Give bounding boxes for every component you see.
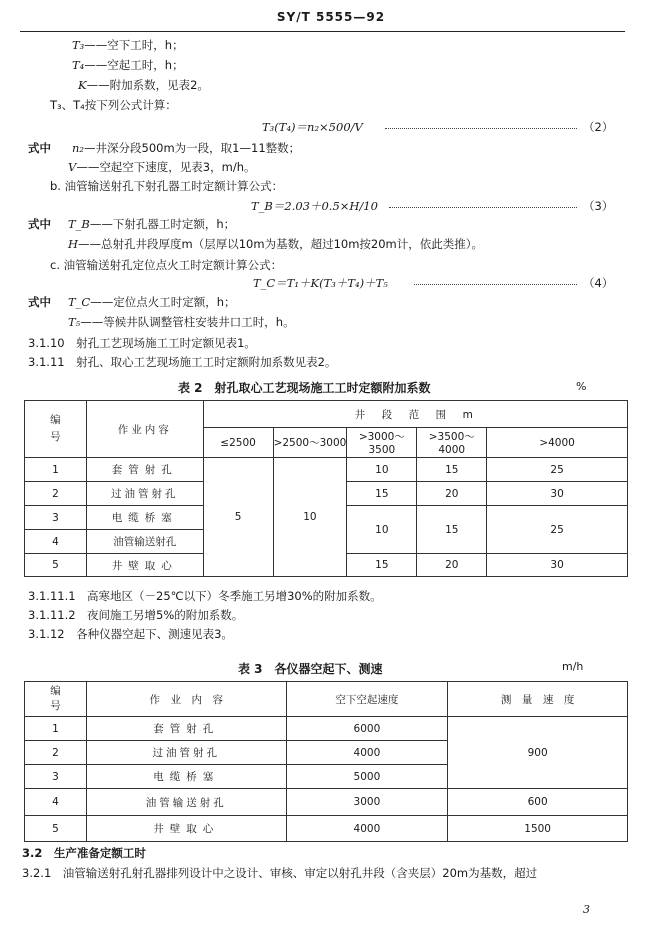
cell: 30 xyxy=(487,482,628,506)
equation-2: T₃(T₄)＝n₂×500/V xyxy=(262,120,363,134)
equation-3-number: （3） xyxy=(583,199,614,213)
def-tb: T_B——下射孔器工时定额，h； xyxy=(68,217,236,231)
table2-caption: 表 2 射孔取心工艺现场施工工时定额附加系数 xyxy=(178,381,431,395)
cell-no: 4 xyxy=(25,530,87,554)
calc-intro: T₃、T₄按下列公式计算： xyxy=(50,98,177,112)
header-speed: 空下空起速度 xyxy=(286,682,448,717)
cell-no: 3 xyxy=(25,765,87,789)
cell: 10 xyxy=(347,458,417,482)
cell-no: 4 xyxy=(25,789,87,816)
cell-le2500: 5 xyxy=(203,458,273,577)
def-v: V——空起空下速度，见表3，m/h。 xyxy=(68,160,256,174)
cell: 30 xyxy=(487,554,628,577)
clause-3-1-11-2: 3.1.11.2 夜间施工另增5%的附加系数。 xyxy=(28,608,244,622)
table-row xyxy=(25,717,628,741)
range-1: >2500～3000 xyxy=(273,428,347,458)
def-t4: T₄——空起工时，h； xyxy=(72,58,184,72)
cell-measure: 600 xyxy=(448,789,628,816)
cell: 25 xyxy=(487,506,628,554)
cell-work: 过油管射孔 xyxy=(86,741,286,765)
cell: 20 xyxy=(417,482,487,506)
clause-3-1-10: 3.1.10 射孔工艺现场施工工时定额见表1。 xyxy=(28,336,256,350)
doc-header: SY/T 5555—92 xyxy=(276,10,386,24)
table3-caption: 表 3 各仪器空起下、测速 xyxy=(238,662,383,676)
range-4: >4000 xyxy=(487,428,628,458)
page-number: 3 xyxy=(583,903,590,916)
table-3 xyxy=(24,681,628,842)
header-work: 作业内容 xyxy=(86,401,203,458)
range-2: >3000～3500 xyxy=(347,428,417,458)
cell-work: 电缆桥塞 xyxy=(86,506,203,530)
header-rule xyxy=(20,31,625,32)
table2-unit: % xyxy=(576,380,587,393)
leader-dots xyxy=(385,128,577,129)
def-k: K——附加系数，见表2。 xyxy=(78,78,209,92)
cell: 15 xyxy=(347,482,417,506)
table-row xyxy=(25,458,628,482)
cell-work: 过油管射孔 xyxy=(86,482,203,506)
cell-measure: 1500 xyxy=(448,816,628,842)
leader-dots xyxy=(389,207,577,208)
cell-work: 油管输送射孔 xyxy=(86,789,286,816)
cell: 15 xyxy=(347,554,417,577)
cell-no: 3 xyxy=(25,506,87,530)
header-no: 编号 xyxy=(25,401,87,458)
def-h: H——总射孔井段厚度m（层厚以10m为基数，超过10m按20m计，依此类推）。 xyxy=(68,237,483,251)
cell-no: 5 xyxy=(25,554,87,577)
cell-work: 井壁取心 xyxy=(86,554,203,577)
def-n2: n₂—井深分段500m为一段，取1—11整数； xyxy=(72,141,301,155)
equation-4: T_C＝T₁＋K(T₃＋T₄)＋T₅ xyxy=(253,276,388,290)
def-t5: T₅——等候井队调整管柱安装井口工时，h。 xyxy=(68,315,295,329)
cell-speed: 4000 xyxy=(286,816,448,842)
item-b: b. 油管输送射孔下射孔器工时定额计算公式： xyxy=(50,179,284,193)
leader-dots xyxy=(414,284,577,285)
clause-3-1-12: 3.1.12 各种仪器空起下、测速见表3。 xyxy=(28,627,233,641)
equation-3: T_B＝2.03＋0.5×H/10 xyxy=(251,199,378,213)
cell-no: 1 xyxy=(25,717,87,741)
cell-work: 油管输送射孔 xyxy=(86,530,203,554)
def-t3: T₃——空下工时，h； xyxy=(72,38,184,52)
cell-no: 2 xyxy=(25,482,87,506)
def-tc: T_C——定位点火工时定额，h； xyxy=(68,295,236,309)
clause-3-2-1: 3.2.1 油管输送射孔射孔器排列设计中之设计、审核、审定以射孔井段（含夹层）20m为基数，超过 xyxy=(22,866,538,880)
table3-unit: m/h xyxy=(562,660,584,673)
cell-no: 5 xyxy=(25,816,87,842)
table-row xyxy=(25,789,628,816)
cell-work: 套管射孔 xyxy=(86,717,286,741)
cell-speed: 4000 xyxy=(286,741,448,765)
header-range: 井 段 范 围 m xyxy=(203,401,627,428)
cell-no: 1 xyxy=(25,458,87,482)
header-measure: 测 量 速 度 xyxy=(448,682,628,717)
cell-speed: 5000 xyxy=(286,765,448,789)
table-row xyxy=(25,816,628,842)
cell-work: 井壁取心 xyxy=(86,816,286,842)
clause-3-1-11: 3.1.11 射孔、取心工艺现场施工工时定额附加系数见表2。 xyxy=(28,355,337,369)
equation-4-number: （4） xyxy=(583,276,614,290)
cell-speed: 6000 xyxy=(286,717,448,741)
where-label: 式中 xyxy=(28,217,51,231)
equation-2-number: （2） xyxy=(583,120,614,134)
item-c: c. 油管输送射孔定位点火工时定额计算公式： xyxy=(50,258,283,272)
cell-speed: 3000 xyxy=(286,789,448,816)
cell-2500-3000: 10 xyxy=(273,458,347,577)
cell-work: 电缆桥塞 xyxy=(86,765,286,789)
where-label: 式中 xyxy=(28,141,51,155)
cell-work: 套管射孔 xyxy=(86,458,203,482)
header-work: 作 业 内 容 xyxy=(86,682,286,717)
cell: 15 xyxy=(417,506,487,554)
cell: 15 xyxy=(417,458,487,482)
where-label: 式中 xyxy=(28,295,51,309)
range-3: >3500～4000 xyxy=(417,428,487,458)
cell-measure: 900 xyxy=(448,717,628,789)
range-0: ≤2500 xyxy=(203,428,273,458)
table-2 xyxy=(24,400,628,577)
cell-no: 2 xyxy=(25,741,87,765)
cell: 25 xyxy=(487,458,628,482)
clause-3-1-11-1: 3.1.11.1 高寒地区（－25℃以下）冬季施工另增30%的附加系数。 xyxy=(28,589,382,603)
header-no: 编号 xyxy=(25,682,87,717)
cell: 10 xyxy=(347,506,417,554)
section-3-2: 3.2 生产准备定额工时 xyxy=(22,846,146,860)
cell: 20 xyxy=(417,554,487,577)
